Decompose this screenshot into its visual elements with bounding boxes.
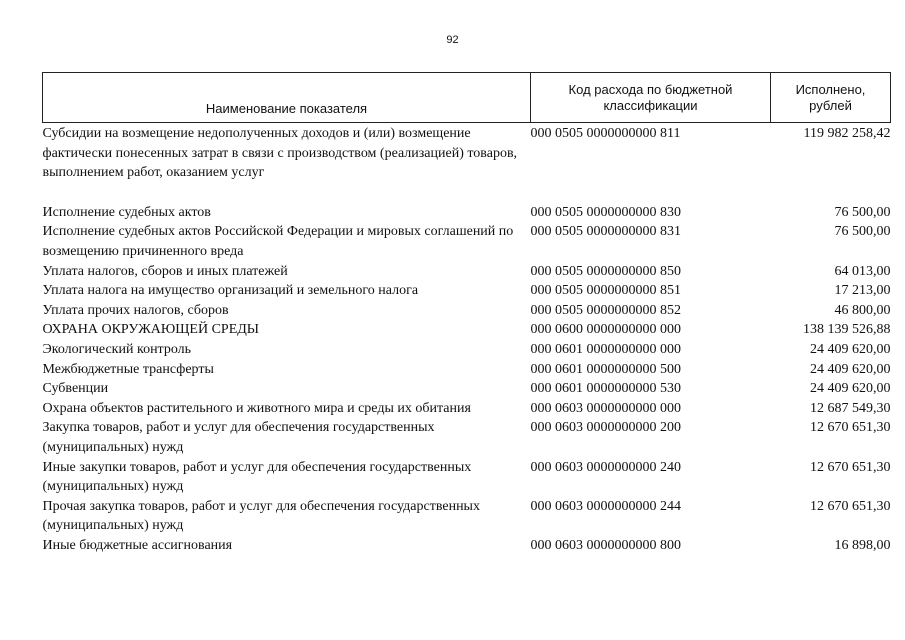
row-name: Исполнение судебных актов Российской Федерации и мировых соглашений по возмещению причиненного вреда: [42, 224, 514, 259]
table-row: [43, 123, 891, 183]
table-row: [43, 320, 891, 340]
table-row: [43, 379, 891, 399]
table-row: [43, 301, 891, 321]
table-row: [43, 458, 891, 497]
row-code: 000 0505 0000000000 811: [530, 126, 681, 141]
row-code: 000 0603 0000000000 800: [530, 537, 681, 553]
row-code: 000 0603 0000000000 244: [530, 498, 681, 514]
row-code: 000 0601 0000000000 000: [530, 341, 681, 357]
table-row: [43, 399, 891, 419]
table-row: [43, 497, 891, 536]
table-row: [43, 262, 891, 282]
row-code: 000 0505 0000000000 851: [530, 283, 681, 299]
row-amount: 12 670 651,30: [810, 420, 891, 436]
row-amount: 46 800,00: [834, 302, 891, 318]
page-number: 92: [446, 34, 459, 46]
row-amount: 24 409 620,00: [810, 341, 891, 357]
row-code: 000 0505 0000000000 852: [530, 302, 681, 318]
row-name: Субсидии на возмещение недополученных доходов и (или) возмещение фактически понесенных затрат в связи с производством (реализацией) товаров, выполнением работ, оказанием услуг: [42, 126, 518, 181]
row-code: 000 0505 0000000000 830: [530, 204, 681, 220]
row-code: 000 0603 0000000000 240: [530, 459, 681, 475]
row-code: 000 0600 0000000000 000: [530, 322, 681, 338]
table-header-row: [43, 73, 891, 123]
row-name: Закупка товаров, работ и услуг для обеспечения государственных (муниципальных) нужд: [42, 420, 435, 455]
row-name: ОХРАНА ОКРУЖАЮЩЕЙ СРЕДЫ: [42, 322, 260, 338]
row-code: 000 0505 0000000000 850: [530, 263, 681, 279]
table-row: [43, 203, 891, 223]
row-amount: 76 500,00: [834, 204, 891, 220]
row-name: Межбюджетные трансферты: [42, 361, 214, 377]
row-code: 000 0601 0000000000 530: [530, 381, 681, 397]
row-name: Уплата прочих налогов, сборов: [42, 302, 229, 318]
row-amount: 12 670 651,30: [810, 459, 891, 475]
row-name: Исполнение судебных актов: [42, 204, 211, 220]
row-code: 000 0601 0000000000 500: [530, 361, 681, 377]
row-amount: 138 139 526,88: [803, 322, 891, 338]
table-row: [43, 536, 891, 556]
row-name: Иные закупки товаров, работ и услуг для обеспечения государственных (муниципальных) нужд: [42, 459, 472, 495]
table-row: [43, 418, 891, 457]
table-spacer-row: [43, 183, 891, 203]
row-amount: 17 213,00: [834, 283, 891, 299]
table-row: [43, 222, 891, 261]
row-name: Прочая закупка товаров, работ и услуг для обеспечения государственных (муниципальных) нужд: [42, 498, 480, 534]
header-budget-code: Код расхода по бюджетной классификации: [531, 73, 771, 123]
row-name: Уплата налогов, сборов и иных платежей: [42, 263, 288, 279]
row-amount: 119 982 258,42: [803, 126, 891, 141]
row-amount: 16 898,00: [834, 537, 891, 553]
table-row: [43, 281, 891, 301]
row-amount: 12 687 549,30: [810, 400, 891, 416]
row-amount: 12 670 651,30: [810, 498, 891, 514]
row-amount: 24 409 620,00: [810, 361, 891, 377]
row-name: Иные бюджетные ассигнования: [42, 537, 233, 553]
row-code: 000 0603 0000000000 000: [530, 400, 681, 416]
row-amount: 76 500,00: [834, 224, 891, 240]
row-code: 000 0505 0000000000 831: [530, 224, 681, 240]
row-name: Субвенции: [42, 381, 109, 397]
row-name: Экологический контроль: [42, 341, 192, 357]
header-indicator-name: Наименование показателя: [43, 73, 531, 123]
table-row: [43, 360, 891, 380]
row-name: Охрана объектов растительного и животного мира и среды их обитания: [42, 400, 471, 416]
header-executed-amount: Исполнено, рублей: [771, 73, 891, 123]
expenditure-table: [42, 72, 891, 555]
row-code: 000 0603 0000000000 200: [530, 420, 681, 436]
row-amount: 24 409 620,00: [810, 381, 891, 397]
row-amount: 64 013,00: [834, 263, 891, 279]
table-row: [43, 340, 891, 360]
row-name: Уплата налога на имущество организаций и земельного налога: [42, 283, 419, 299]
